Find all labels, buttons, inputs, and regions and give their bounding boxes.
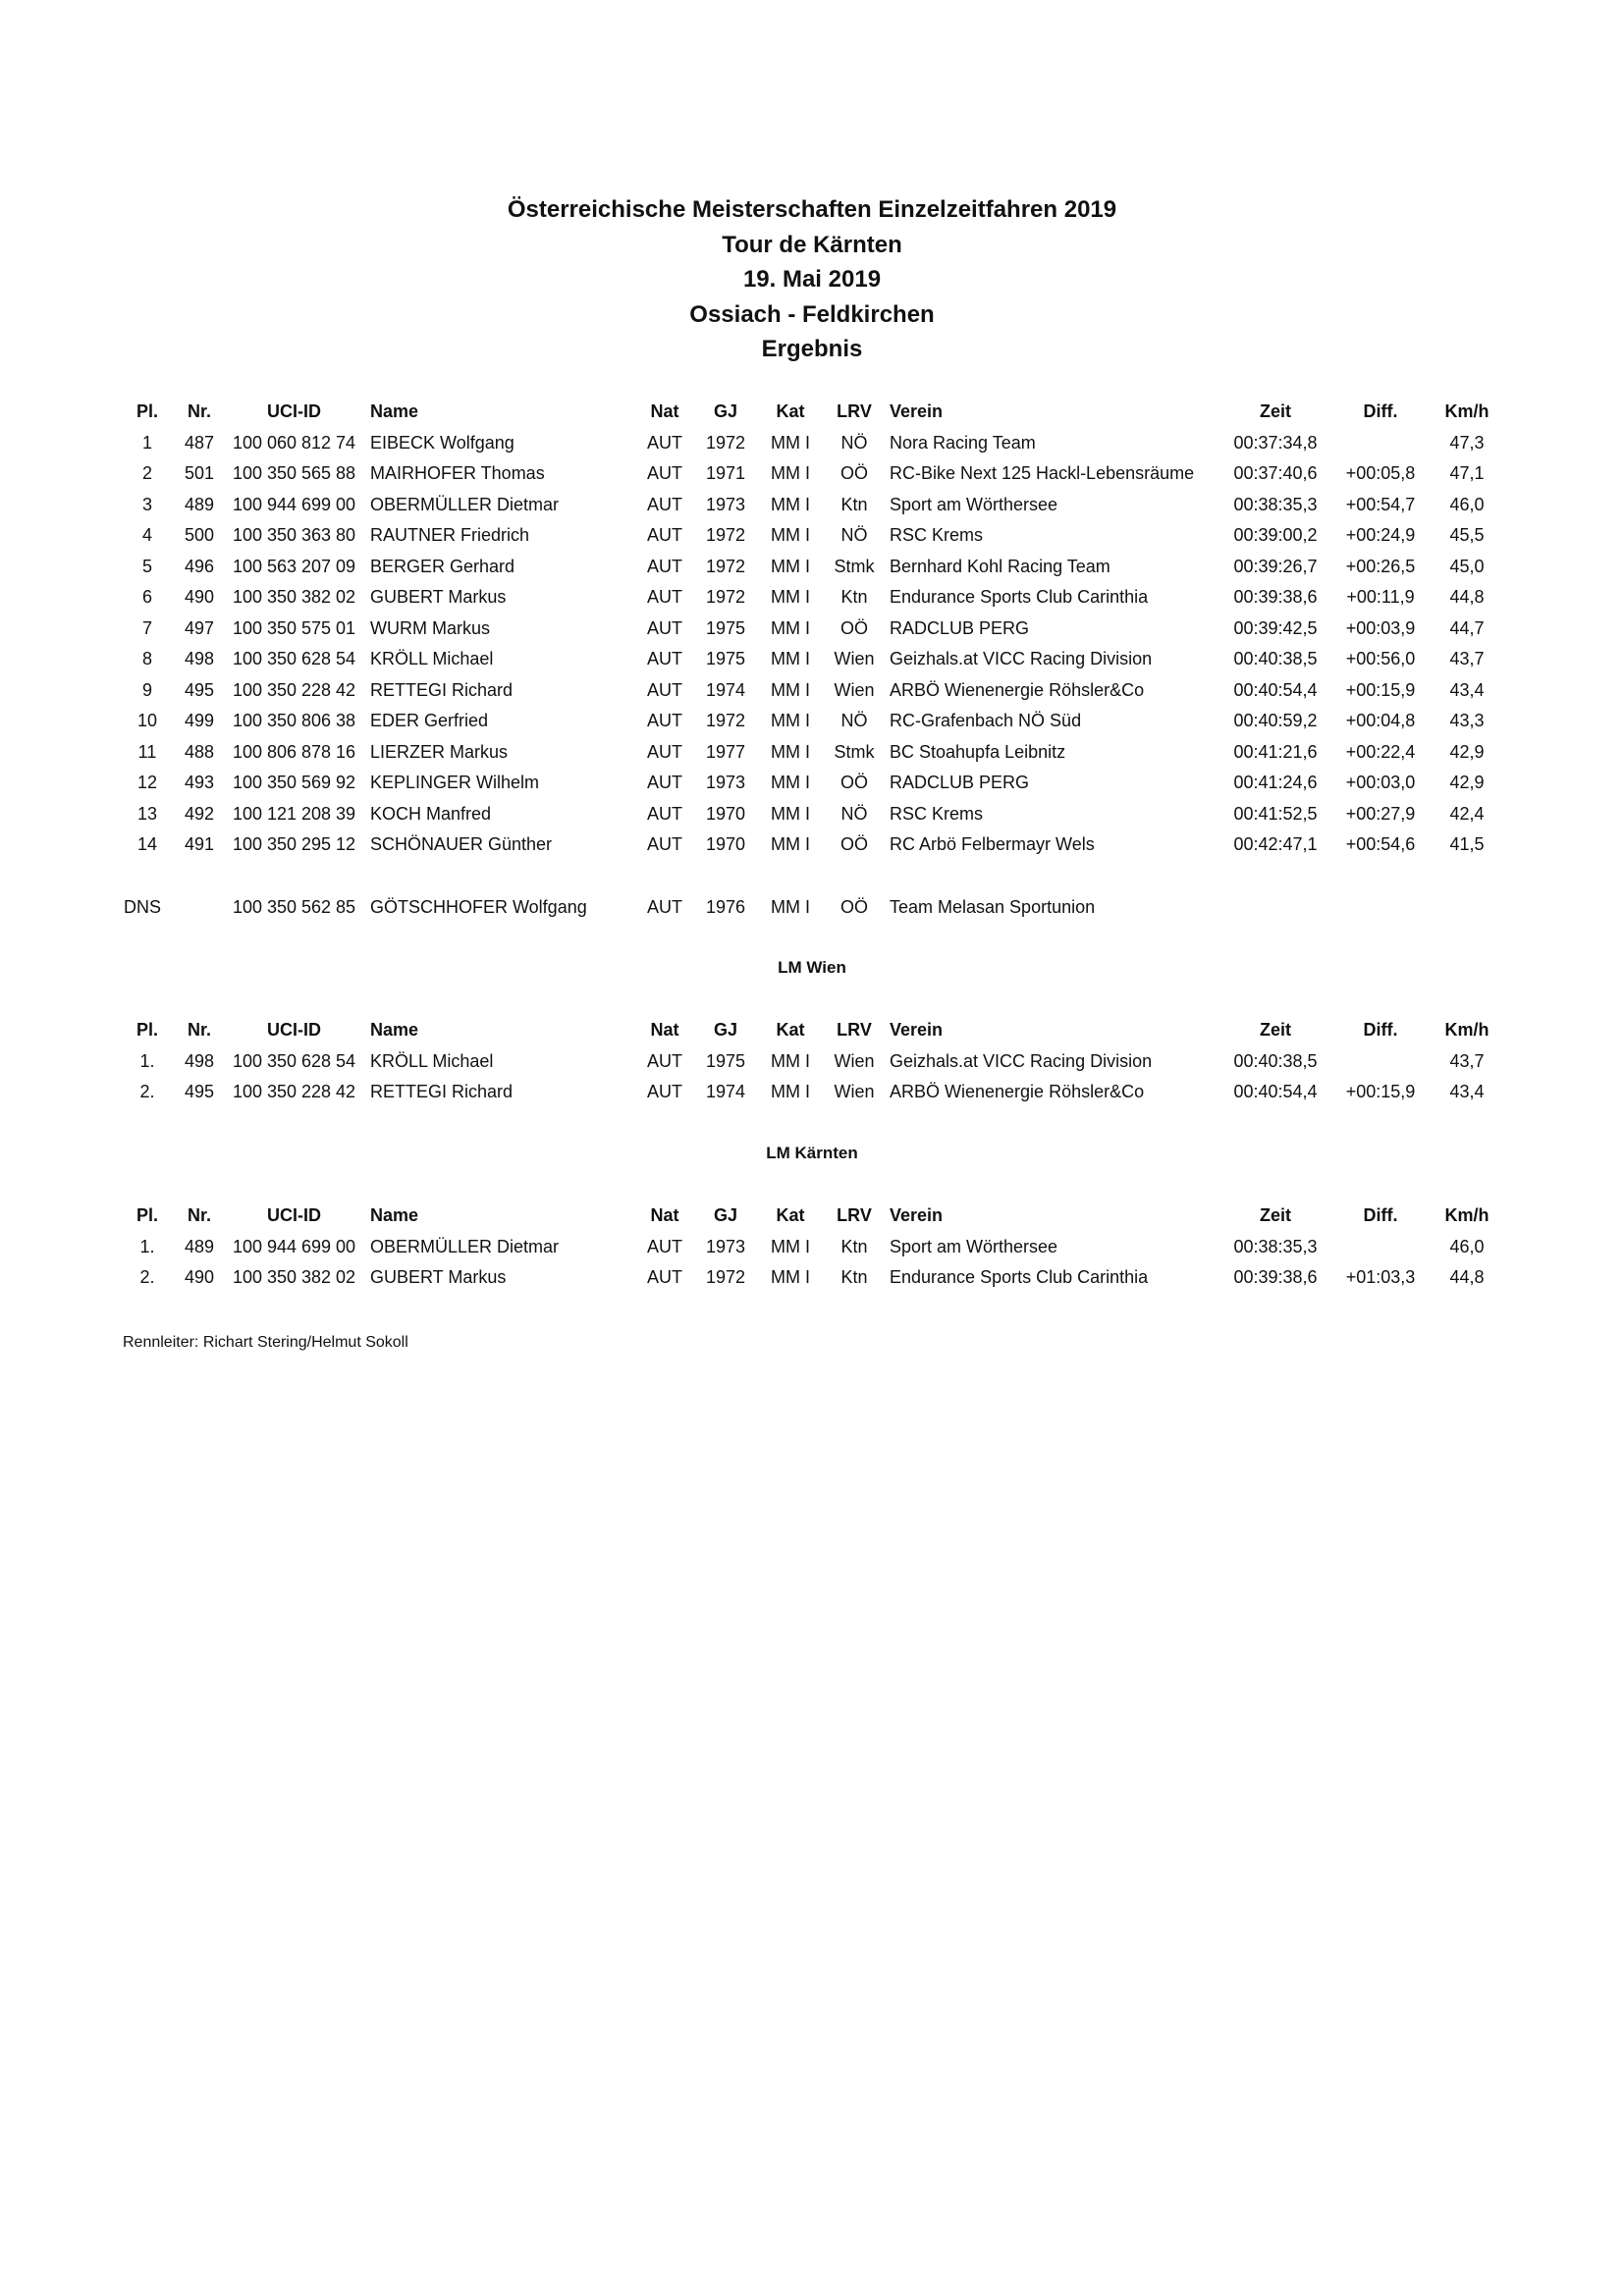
column-header-name: Name	[370, 1020, 419, 1040]
cell-nat: AUT	[647, 587, 682, 607]
cell-name: WURM Markus	[370, 617, 490, 638]
cell-kat: MM I	[771, 617, 810, 638]
cell-gj: 1970	[705, 803, 746, 824]
column-header-name: Name	[370, 401, 419, 421]
cell-verein: RC-Bike Next 125 Hackl-Lebensräume	[890, 463, 1195, 483]
table-row	[0, 799, 1624, 830]
cell-lrv: Stmk	[834, 741, 875, 762]
cell-lrv: Ktn	[840, 587, 868, 607]
table-row	[0, 428, 1624, 459]
column-header-uci: UCI-ID	[267, 1205, 321, 1225]
column-header-verein: Verein	[890, 1205, 944, 1225]
cell-nr: 492	[184, 803, 215, 824]
cell-lrv: Ktn	[840, 494, 868, 514]
cell-name: KOCH Manfred	[370, 803, 492, 824]
cell-nr: 488	[184, 741, 215, 762]
cell-uci: 100 350 295 12	[232, 834, 356, 854]
cell-kmh: 46,0	[1449, 494, 1485, 514]
cell-nr: 490	[184, 1267, 215, 1287]
cell-kat: MM I	[771, 1267, 810, 1287]
cell-diff: +01:03,3	[1345, 1267, 1416, 1287]
cell-kmh: 43,3	[1449, 711, 1485, 730]
cell-diff: +00:11,9	[1346, 587, 1415, 607]
cell-name: MAIRHOFER Thomas	[370, 463, 545, 483]
cell-kat: MM I	[771, 463, 810, 483]
cell-lrv: NÖ	[840, 432, 868, 453]
cell-nat: AUT	[647, 1267, 682, 1287]
column-header-kat: Kat	[776, 1020, 805, 1040]
cell-uci: 100 806 878 16	[232, 741, 356, 762]
cell-nr: 498	[184, 649, 215, 668]
tour-title: Tour de Kärnten	[722, 231, 902, 258]
column-header-kat: Kat	[776, 1205, 805, 1225]
cell-diff: +00:15,9	[1345, 1082, 1416, 1101]
column-header-nr: Nr.	[187, 401, 211, 421]
cell-nat: AUT	[647, 679, 682, 700]
cell-diff: +00:15,9	[1345, 679, 1416, 700]
cell-kat: MM I	[771, 556, 810, 576]
cell-kmh: 43,7	[1449, 649, 1485, 668]
column-header-pl: Pl.	[135, 1205, 158, 1225]
cell-nr: 490	[184, 587, 215, 607]
cell-name: OBERMÜLLER Dietmar	[370, 1236, 560, 1256]
cell-gj: 1974	[705, 679, 746, 700]
cell-diff: +00:03,0	[1345, 773, 1416, 792]
column-header-kmh: Km/h	[1444, 401, 1489, 421]
cell-lrv: OÖ	[839, 897, 868, 917]
cell-nat: AUT	[647, 649, 682, 668]
cell-name: RAUTNER Friedrich	[370, 525, 530, 545]
cell-gj: 1971	[705, 463, 746, 483]
cell-zeit: 00:39:42,5	[1233, 617, 1318, 638]
cell-zeit: 00:39:26,7	[1233, 556, 1318, 576]
cell-verein: Nora Racing Team	[890, 432, 1036, 453]
cell-diff: +00:54,7	[1345, 494, 1416, 514]
cell-pl: 3	[141, 494, 152, 514]
cell-gj: 1973	[705, 1236, 746, 1256]
cell-lrv: Wien	[834, 1082, 875, 1101]
cell-diff: +00:54,6	[1345, 834, 1416, 854]
column-header-gj: GJ	[713, 1205, 737, 1225]
cell-nat: AUT	[647, 432, 682, 453]
column-header-verein: Verein	[890, 401, 944, 421]
cell-kmh: 45,0	[1449, 556, 1485, 576]
cell-kat: MM I	[771, 741, 810, 762]
table-row	[0, 458, 1624, 490]
document-titles	[0, 192, 1624, 367]
cell-nr: 501	[184, 463, 215, 483]
cell-diff: +00:56,0	[1345, 649, 1416, 668]
cell-kat: MM I	[771, 494, 810, 514]
cell-kmh: 46,0	[1449, 1236, 1485, 1256]
table-header-row	[0, 1201, 1624, 1232]
table-row	[0, 737, 1624, 769]
cell-name: KRÖLL Michael	[370, 649, 494, 668]
cell-uci: 100 350 228 42	[232, 1082, 356, 1101]
cell-verein: Geizhals.at VICC Racing Division	[890, 649, 1153, 668]
cell-pl: 14	[136, 834, 158, 854]
cell-zeit: 00:40:59,2	[1233, 711, 1318, 730]
cell-nat: AUT	[647, 617, 682, 638]
cell-lrv: OÖ	[839, 463, 868, 483]
column-header-diff: Diff.	[1363, 1020, 1398, 1040]
table-row	[0, 768, 1624, 799]
cell-gj: 1972	[705, 587, 746, 607]
cell-zeit: 00:41:24,6	[1233, 773, 1318, 792]
column-header-uci: UCI-ID	[267, 1020, 321, 1040]
cell-kmh: 44,8	[1449, 587, 1485, 607]
cell-uci: 100 350 228 42	[232, 679, 356, 700]
cell-gj: 1972	[705, 1267, 746, 1287]
lm-wien-table	[0, 1015, 1624, 1108]
cell-diff: +00:22,4	[1345, 741, 1416, 762]
cell-gj: 1975	[705, 617, 746, 638]
cell-lrv: Wien	[834, 1050, 875, 1071]
main-results-table	[0, 397, 1624, 861]
column-header-nat: Nat	[650, 401, 679, 421]
cell-name: EDER Gerfried	[370, 711, 489, 730]
cell-nat: AUT	[647, 803, 682, 824]
cell-zeit: 00:41:21,6	[1233, 741, 1318, 762]
cell-name: RETTEGI Richard	[370, 679, 514, 700]
cell-kmh: 42,9	[1449, 741, 1485, 762]
cell-nr: 493	[184, 773, 215, 792]
cell-lrv: OÖ	[839, 834, 868, 854]
cell-pl: 6	[141, 587, 152, 607]
cell-pl: DNS	[124, 897, 162, 917]
cell-kmh: 42,9	[1449, 773, 1485, 792]
cell-uci: 100 350 382 02	[232, 587, 356, 607]
cell-kat: MM I	[771, 525, 810, 545]
cell-verein: RSC Krems	[890, 803, 984, 824]
column-header-nr: Nr.	[187, 1020, 211, 1040]
cell-pl: 2.	[139, 1267, 155, 1287]
column-header-zeit: Zeit	[1259, 1020, 1291, 1040]
cell-kat: MM I	[771, 897, 810, 917]
column-header-zeit: Zeit	[1259, 1205, 1291, 1225]
cell-kat: MM I	[771, 773, 810, 792]
table-row	[0, 1077, 1624, 1108]
cell-verein: Endurance Sports Club Carinthia	[890, 1267, 1149, 1287]
cell-uci: 100 350 382 02	[232, 1267, 356, 1287]
cell-uci: 100 350 628 54	[232, 649, 356, 668]
column-header-nat: Nat	[650, 1205, 679, 1225]
cell-pl: 13	[136, 803, 158, 824]
cell-verein: ARBÖ Wienenergie Röhsler&Co	[890, 679, 1145, 700]
cell-gj: 1972	[705, 525, 746, 545]
cell-zeit: 00:40:38,5	[1233, 1050, 1318, 1071]
cell-name: GUBERT Markus	[370, 1267, 507, 1287]
table-header-row	[0, 397, 1624, 428]
cell-diff: +00:05,8	[1345, 463, 1416, 483]
cell-uci: 100 350 565 88	[232, 463, 356, 483]
cell-uci: 100 350 806 38	[232, 711, 356, 730]
cell-uci: 100 060 812 74	[232, 432, 356, 453]
cell-uci: 100 350 569 92	[232, 773, 356, 792]
table-row	[0, 582, 1624, 614]
cell-zeit: 00:38:35,3	[1233, 1236, 1318, 1256]
cell-pl: 1	[141, 432, 152, 453]
route: Ossiach - Feldkirchen	[689, 300, 935, 328]
cell-gj: 1976	[705, 897, 746, 917]
cell-zeit: 00:39:38,6	[1233, 1267, 1318, 1287]
cell-lrv: NÖ	[840, 525, 868, 545]
cell-gj: 1973	[705, 494, 746, 514]
lm-kaernten-table	[0, 1201, 1624, 1294]
cell-gj: 1972	[705, 432, 746, 453]
cell-nr: 498	[184, 1050, 215, 1071]
cell-pl: 1.	[139, 1050, 155, 1071]
column-header-lrv: LRV	[837, 401, 872, 421]
cell-zeit: 00:37:34,8	[1233, 432, 1318, 453]
cell-nr: 497	[184, 617, 215, 638]
cell-uci: 100 350 562 85	[232, 897, 356, 917]
cell-pl: 5	[141, 556, 152, 576]
column-header-pl: Pl.	[135, 401, 158, 421]
cell-uci: 100 563 207 09	[232, 556, 356, 576]
cell-diff: +00:27,9	[1345, 803, 1416, 824]
cell-kat: MM I	[771, 649, 810, 668]
cell-kat: MM I	[771, 711, 810, 730]
table-row	[0, 520, 1624, 552]
cell-nr: 495	[184, 679, 215, 700]
cell-nr: 499	[184, 711, 215, 730]
cell-kmh: 41,5	[1449, 834, 1485, 854]
cell-name: GUBERT Markus	[370, 587, 507, 607]
column-header-gj: GJ	[713, 401, 737, 421]
cell-nr: 495	[184, 1082, 215, 1101]
cell-name: KEPLINGER Wilhelm	[370, 773, 540, 792]
cell-zeit: 00:39:38,6	[1233, 587, 1318, 607]
cell-pl: 2	[141, 463, 152, 483]
table-row	[0, 675, 1624, 707]
cell-pl: 12	[136, 773, 158, 792]
cell-kat: MM I	[771, 1050, 810, 1071]
cell-nr: 489	[184, 494, 215, 514]
cell-kmh: 45,5	[1449, 525, 1485, 545]
cell-nat: AUT	[647, 525, 682, 545]
column-header-uci: UCI-ID	[267, 401, 321, 421]
cell-verein: Geizhals.at VICC Racing Division	[890, 1050, 1153, 1071]
cell-nat: AUT	[647, 834, 682, 854]
cell-nr: 487	[184, 432, 215, 453]
cell-gj: 1975	[705, 649, 746, 668]
table-row	[0, 706, 1624, 737]
cell-kmh: 43,4	[1449, 1082, 1485, 1101]
column-header-kmh: Km/h	[1444, 1205, 1489, 1225]
table-header-row	[0, 1015, 1624, 1046]
cell-nat: AUT	[647, 773, 682, 792]
column-header-lrv: LRV	[837, 1020, 872, 1040]
column-header-diff: Diff.	[1363, 401, 1398, 421]
cell-kat: MM I	[771, 679, 810, 700]
cell-kmh: 43,7	[1449, 1050, 1485, 1071]
cell-name: RETTEGI Richard	[370, 1082, 514, 1101]
section-title-lm-kaernten: LM Kärnten	[766, 1144, 858, 1162]
cell-uci: 100 350 575 01	[232, 617, 356, 638]
cell-pl: 9	[141, 679, 152, 700]
column-header-kat: Kat	[776, 401, 805, 421]
table-row	[0, 892, 1624, 924]
column-header-lrv: LRV	[837, 1205, 872, 1225]
cell-verein: Endurance Sports Club Carinthia	[890, 587, 1149, 607]
cell-name: OBERMÜLLER Dietmar	[370, 494, 560, 514]
cell-gj: 1974	[705, 1082, 746, 1101]
cell-diff: +00:04,8	[1345, 711, 1416, 730]
cell-lrv: OÖ	[839, 617, 868, 638]
cell-nat: AUT	[647, 741, 682, 762]
section-title-lm-wien: LM Wien	[778, 958, 846, 977]
cell-verein: Team Melasan Sportunion	[890, 897, 1096, 917]
column-header-nat: Nat	[650, 1020, 679, 1040]
table-row	[0, 829, 1624, 861]
cell-verein: RADCLUB PERG	[890, 773, 1030, 792]
cell-pl: 4	[141, 525, 152, 545]
cell-lrv: Ktn	[840, 1267, 868, 1287]
cell-name: BERGER Gerhard	[370, 556, 515, 576]
cell-kat: MM I	[771, 1082, 810, 1101]
cell-zeit: 00:40:54,4	[1233, 1082, 1318, 1101]
cell-kmh: 44,7	[1449, 617, 1485, 638]
table-row	[0, 552, 1624, 583]
column-header-zeit: Zeit	[1259, 401, 1291, 421]
cell-diff: +00:03,9	[1345, 617, 1416, 638]
cell-kat: MM I	[771, 1236, 810, 1256]
cell-pl: 1.	[139, 1236, 155, 1256]
cell-uci: 100 350 628 54	[232, 1050, 356, 1071]
cell-nr: 496	[184, 556, 215, 576]
cell-nat: AUT	[647, 494, 682, 514]
cell-verein: Sport am Wörthersee	[890, 1236, 1058, 1256]
cell-diff: +00:24,9	[1345, 525, 1416, 545]
cell-gj: 1973	[705, 773, 746, 792]
cell-name: KRÖLL Michael	[370, 1050, 494, 1071]
table-row	[0, 1262, 1624, 1294]
column-header-gj: GJ	[713, 1020, 737, 1040]
cell-zeit: 00:38:35,3	[1233, 494, 1318, 514]
cell-verein: RC-Grafenbach NÖ Süd	[890, 711, 1082, 730]
cell-lrv: Wien	[834, 679, 875, 700]
column-header-nr: Nr.	[187, 1205, 211, 1225]
cell-name: GÖTSCHHOFER Wolfgang	[370, 897, 587, 917]
cell-uci: 100 944 699 00	[232, 1236, 356, 1256]
table-row	[0, 1232, 1624, 1263]
cell-lrv: Stmk	[834, 556, 875, 576]
cell-lrv: Wien	[834, 649, 875, 668]
cell-gj: 1970	[705, 834, 746, 854]
cell-name: EIBECK Wolfgang	[370, 432, 514, 453]
cell-kmh: 43,4	[1449, 679, 1485, 700]
event-date: 19. Mai 2019	[742, 266, 882, 293]
cell-lrv: NÖ	[840, 711, 868, 730]
column-header-verein: Verein	[890, 1020, 944, 1040]
cell-verein: BC Stoahupfa Leibnitz	[890, 741, 1066, 762]
cell-diff: +00:26,5	[1345, 556, 1416, 576]
cell-nat: AUT	[647, 1050, 682, 1071]
cell-nr: 489	[184, 1236, 215, 1256]
cell-kmh: 44,8	[1449, 1267, 1485, 1287]
cell-zeit: 00:40:54,4	[1233, 679, 1318, 700]
cell-zeit: 00:40:38,5	[1233, 649, 1318, 668]
column-header-pl: Pl.	[135, 1020, 158, 1040]
cell-nat: AUT	[647, 1236, 682, 1256]
cell-pl: 2.	[139, 1082, 155, 1101]
cell-lrv: Ktn	[840, 1236, 868, 1256]
dns-table	[0, 892, 1624, 924]
cell-zeit: 00:41:52,5	[1233, 803, 1318, 824]
race-director-note: Rennleiter: Richart Stering/Helmut Sokoll	[123, 1334, 408, 1351]
cell-verein: RSC Krems	[890, 525, 984, 545]
cell-nat: AUT	[647, 556, 682, 576]
cell-lrv: NÖ	[840, 803, 868, 824]
cell-nr: 491	[184, 834, 215, 854]
cell-uci: 100 944 699 00	[232, 494, 356, 514]
cell-nat: AUT	[647, 897, 682, 917]
cell-pl: 10	[136, 711, 158, 730]
cell-verein: ARBÖ Wienenergie Röhsler&Co	[890, 1082, 1145, 1101]
cell-gj: 1977	[705, 741, 746, 762]
cell-nat: AUT	[647, 1082, 682, 1101]
column-header-diff: Diff.	[1363, 1205, 1398, 1225]
cell-gj: 1975	[705, 1050, 746, 1071]
table-row	[0, 490, 1624, 521]
column-header-kmh: Km/h	[1444, 1020, 1489, 1040]
cell-gj: 1972	[705, 711, 746, 730]
cell-kmh: 47,3	[1449, 432, 1485, 453]
event-title: Österreichische Meisterschaften Einzelzeitfahren 2019	[507, 196, 1117, 223]
cell-uci: 100 121 208 39	[232, 803, 356, 824]
cell-pl: 8	[141, 649, 152, 668]
cell-verein: Bernhard Kohl Racing Team	[890, 556, 1110, 576]
cell-zeit: 00:39:00,2	[1233, 525, 1318, 545]
cell-verein: RC Arbö Felbermayr Wels	[890, 834, 1095, 854]
table-row	[0, 614, 1624, 645]
cell-kat: MM I	[771, 834, 810, 854]
cell-kmh: 47,1	[1449, 463, 1485, 483]
cell-nat: AUT	[647, 463, 682, 483]
results-heading: Ergebnis	[761, 336, 863, 362]
cell-gj: 1972	[705, 556, 746, 576]
cell-kat: MM I	[771, 432, 810, 453]
cell-kat: MM I	[771, 587, 810, 607]
cell-pl: 11	[137, 741, 157, 762]
cell-verein: RADCLUB PERG	[890, 617, 1030, 638]
cell-kmh: 42,4	[1449, 803, 1485, 824]
cell-pl: 7	[141, 617, 152, 638]
cell-nr: 500	[184, 525, 215, 545]
cell-uci: 100 350 363 80	[232, 525, 356, 545]
cell-nat: AUT	[647, 711, 682, 730]
cell-name: SCHÖNAUER Günther	[370, 834, 553, 854]
cell-zeit: 00:37:40,6	[1233, 463, 1318, 483]
cell-name: LIERZER Markus	[370, 741, 509, 762]
table-row	[0, 1046, 1624, 1078]
column-header-name: Name	[370, 1205, 419, 1225]
cell-lrv: OÖ	[839, 773, 868, 792]
cell-zeit: 00:42:47,1	[1233, 834, 1318, 854]
cell-kat: MM I	[771, 803, 810, 824]
cell-verein: Sport am Wörthersee	[890, 494, 1058, 514]
table-row	[0, 644, 1624, 675]
